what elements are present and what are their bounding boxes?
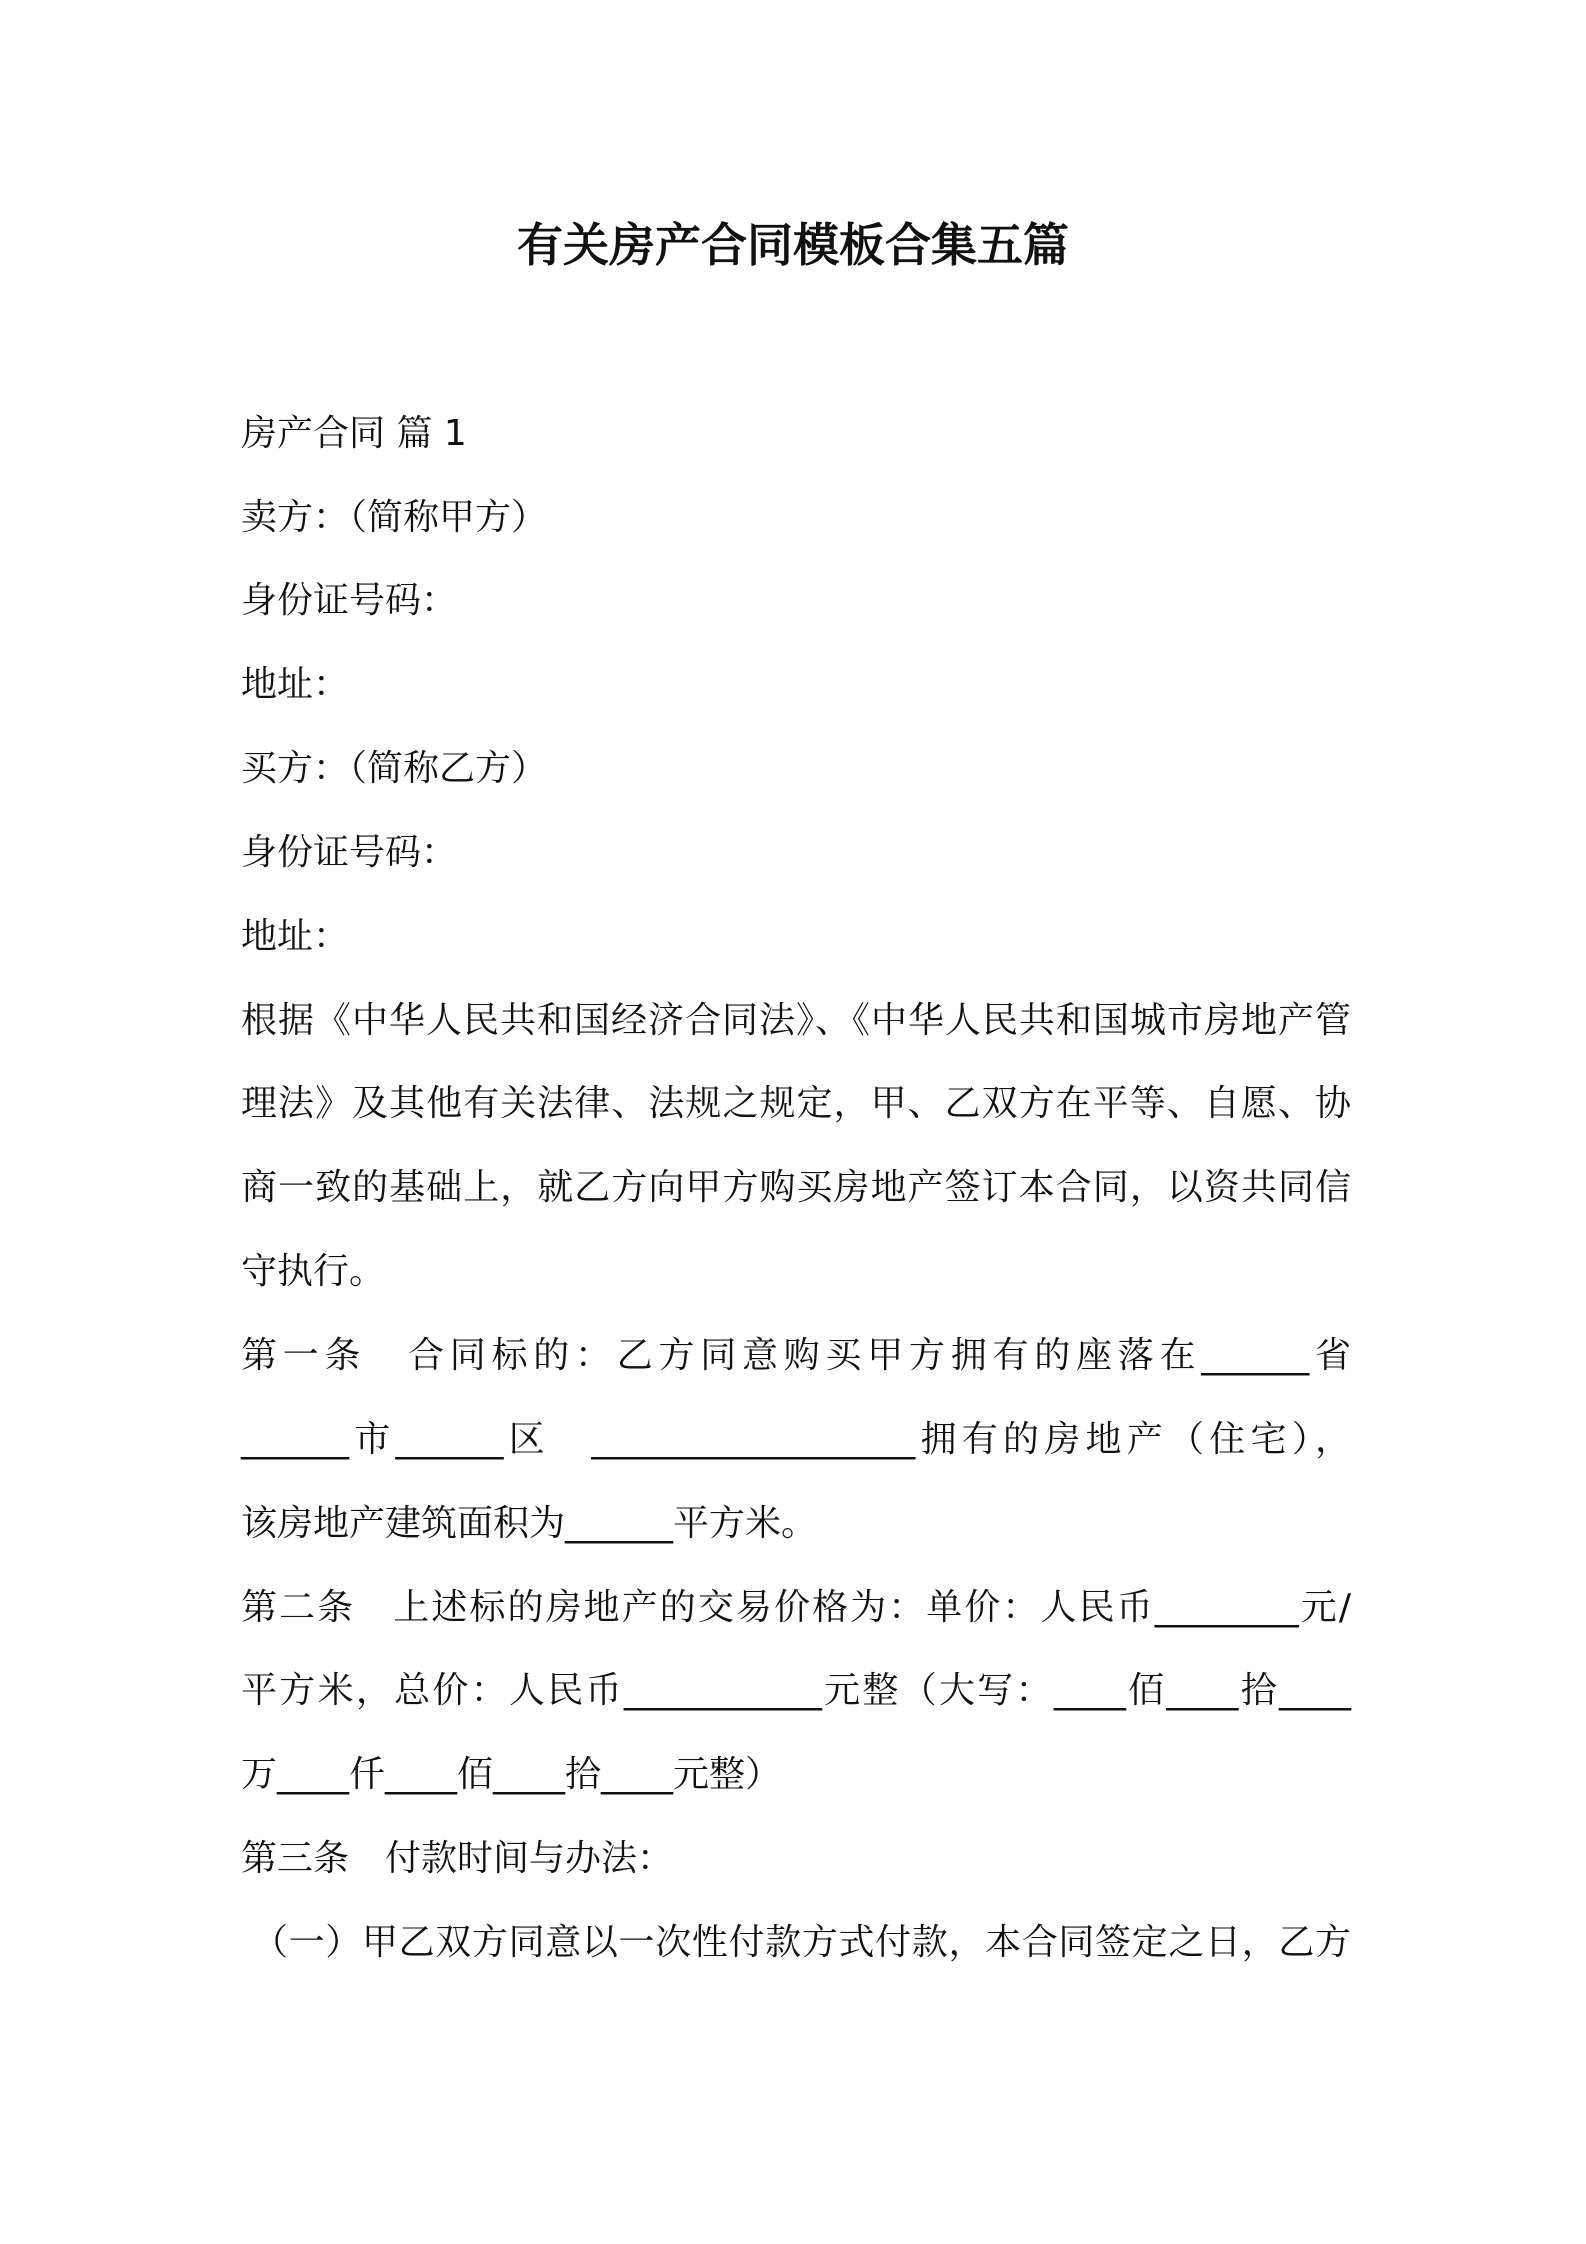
article-1-line: 该房地产建筑面积为______平方米。 xyxy=(241,1503,818,1544)
preamble-line: 商一致的基础上，就乙方向甲方购买房地产签订本合同，以资共同信 xyxy=(241,1167,1351,1208)
section-heading: 房产合同 篇 1 xyxy=(241,413,467,454)
seller-id-line: 身份证号码： xyxy=(241,580,458,621)
buyer-line: 买方：（简称乙方） xyxy=(241,748,548,789)
preamble-line: 根据《中华人民共和国经济合同法》、《中华人民共和国城市房地产管 xyxy=(241,1000,1351,1041)
seller-line: 卖方：（简称甲方） xyxy=(241,497,548,538)
article-3-clause-1: （一）甲乙双方同意以一次性付款方式付款，本合同签定之日，乙方 xyxy=(252,1922,1351,1963)
buyer-id-line: 身份证号码： xyxy=(241,832,458,873)
seller-address-line: 地址： xyxy=(241,664,350,705)
article-1-line: ______市______区 __________________拥有的房地产（住宅）， xyxy=(241,1419,1351,1460)
article-2-line: 平方米，总价：人民币___________元整（大写：____佰____拾____ xyxy=(241,1670,1351,1711)
preamble-line: 理法》及其他有关法律、法规之规定，甲、乙双方在平等、自愿、协 xyxy=(241,1083,1351,1124)
article-3-heading: 第三条 付款时间与办法： xyxy=(241,1838,674,1879)
preamble-line: 守执行。 xyxy=(241,1251,386,1292)
document-title: 有关房产合同模板合集五篇 xyxy=(517,218,1069,272)
article-2-line: 第二条 上述标的房地产的交易价格为：单价：人民币________元/ xyxy=(241,1587,1351,1628)
article-1-line: 第一条 合同标的：乙方同意购买甲方拥有的座落在______省 xyxy=(241,1335,1351,1376)
buyer-address-line: 地址： xyxy=(241,916,350,957)
article-2-line: 万____仟____佰____拾____元整） xyxy=(241,1754,782,1795)
